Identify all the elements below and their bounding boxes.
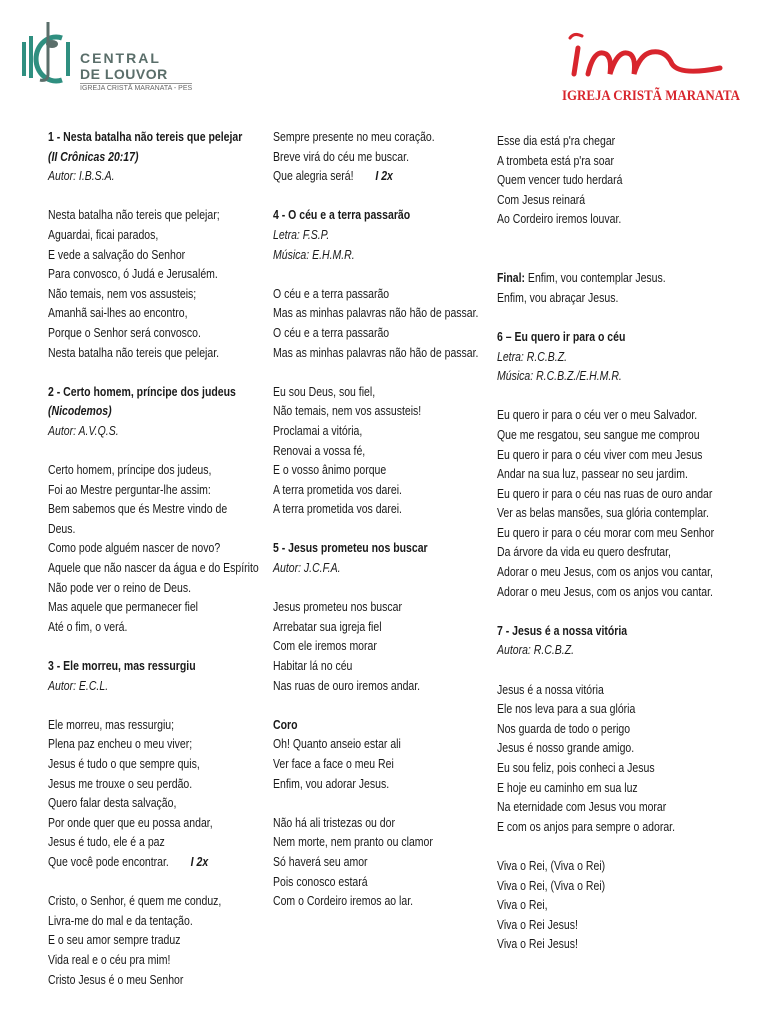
hymn-5-final (497, 269, 714, 289)
hymn-7-line: Viva o Rei Jesus! (497, 937, 578, 952)
hymn-1-line: Não temais, nem vos assusteis; (48, 286, 197, 301)
hymn-5-line: Quem vencer tudo herdará (497, 173, 623, 188)
hymn-7-line: Ele nos leva para a sua glória (497, 702, 636, 717)
hymn-1-line: Para convosco, ó Judá e Jerusalém. (48, 267, 218, 282)
hymn-4-line: A terra prometida vos darei. (273, 482, 402, 497)
hymn-7-author: Autora: R.C.B.Z. (497, 643, 575, 658)
hymn-3-title: 3 - Ele morreu, mas ressurgiu (48, 659, 196, 674)
hymn-2-line: Certo homem, príncipe dos judeus, (48, 463, 212, 478)
im-script-logo-icon (560, 28, 730, 88)
hymn-5-final-line: Enfim, vou contemplar Jesus. (527, 271, 666, 286)
hymn-3-line: Quero falar desta salvação, (48, 796, 177, 811)
hymn-4-line: Mas as minhas palavras não hão de passar. (273, 306, 479, 321)
hymn-5-line: Pois conosco estará (273, 874, 368, 889)
hymn-5-line: Ao Cordeiro iremos louvar. (497, 212, 622, 227)
hymn-3-line: Breve virá do céu me buscar. (273, 149, 409, 164)
hymn-3-line: Jesus é tudo, ele é a paz (48, 835, 165, 850)
hymn-3-repeat-mark: I 2x (375, 169, 393, 184)
hymn-3-repeat-line (48, 853, 259, 873)
hymn-7-line: Jesus é a nossa vitória (497, 682, 604, 697)
hymn-4-line: Não temais, nem vos assusteis! (273, 404, 422, 419)
hymn-5-line: Ver face a face o meu Rei (273, 757, 394, 771)
hymn-4-line: E o vosso ânimo porque (273, 463, 387, 478)
hymn-5-line: Nem morte, nem pranto ou clamor (273, 835, 433, 850)
hymn-2-line: Como pode alguém nascer de novo? (48, 541, 221, 556)
hymn-3-line: Jesus é tudo o que sempre quis, (48, 757, 200, 771)
hymn-4-line: Eu sou Deus, sou fiel, (273, 384, 376, 399)
hymn-6-line: Que me resgatou, seu sangue me comprou (497, 427, 700, 442)
logo-line1: CENTRAL (80, 50, 161, 66)
hymn-2-line: Aquele que não nascer da água e do Espírito (48, 561, 259, 576)
hymn-3-line: Livra-me do mal e da tentação. (48, 913, 193, 928)
hymn-2-line: Não pode ver o reino de Deus. (48, 580, 192, 595)
hymn-2-line: Deus. (48, 521, 76, 536)
hymn-2-line: Mas aquele que permanecer fiel (48, 600, 199, 615)
hymn-5-line: Enfim, vou adorar Jesus. (273, 776, 390, 791)
hymn-6-line: Ver as belas mansões, sua glória contemplar. (497, 506, 709, 521)
music-note-logo-icon (18, 14, 78, 94)
hymn-5-line: Não há ali tristezas ou dor (273, 815, 395, 830)
hymn-5-line: Arrebatar sua igreja fiel (273, 619, 382, 634)
hymn-6-line: Andar na sua luz, passear no seu jardim. (497, 467, 688, 482)
hymn-1-author: Autor: I.B.S.A. (48, 169, 115, 184)
hymn-5-final-line: Enfim, vou abraçar Jesus. (497, 290, 619, 305)
hymn-6-line: Eu quero ir para o céu nas ruas de ouro andar (497, 486, 713, 501)
hymn-6-line: Adorar o meu Jesus, com os anjos vou cantar. (497, 584, 713, 599)
hymn-7-line: Na eternidade com Jesus vou morar (497, 800, 667, 815)
hymn-7-line: E com os anjos para sempre o adorar. (497, 819, 676, 834)
hymn-7-line: E hoje eu caminho em sua luz (497, 780, 638, 795)
hymn-3-line: Cristo, o Senhor, é quem me conduz, (48, 894, 222, 909)
hymn-1-line: Nesta batalha não tereis que pelejar. (48, 345, 220, 360)
hymn-5-line: Só haverá seu amor (273, 854, 368, 869)
hymn-1-line: Amanhã sai-lhes ao encontro, (48, 306, 188, 321)
hymn-6-musica: Música: R.C.B.Z./E.H.M.R. (497, 369, 622, 384)
hymn-5-coro-label: Coro (273, 717, 298, 732)
logo-church-name: IGREJA CRISTÃ MARANATA (562, 88, 740, 104)
hymn-2-author: Autor: A.V.Q.S. (48, 423, 119, 438)
logo-divider (80, 83, 192, 84)
hymn-1-ref: (II Crônicas 20:17) (48, 149, 139, 164)
hymn-4-musica: Música: E.H.M.R. (273, 247, 355, 262)
hymn-6-letra: Letra: R.C.B.Z. (497, 349, 568, 364)
hymn-7-title: 7 - Jesus é a nossa vitória (497, 623, 628, 638)
hymn-3-author: Autor: E.C.L. (48, 678, 109, 693)
hymn-3-repeat-text: Que alegria será! (273, 169, 354, 184)
hymn-5-final-label: Final: (497, 271, 526, 286)
hymn-3-line: Cristo Jesus é o meu Senhor (48, 972, 184, 987)
hymn-2-line: Foi ao Mestre perguntar-lhe assim: (48, 482, 211, 497)
hymn-3-line: Sempre presente no meu coração. (273, 130, 435, 144)
hymn-5-line: Habitar lá no céu (273, 659, 353, 674)
hymn-4-line: Proclamai a vitória, (273, 423, 363, 438)
hymn-3-line: E o seu amor sempre traduz (48, 933, 181, 948)
igreja-crista-maranata-logo (560, 28, 740, 108)
hymn-3-line: Jesus me trouxe o seu perdão. (48, 776, 193, 791)
hymn-4-line: Renovai a vossa fé, (273, 443, 366, 458)
hymn-7-line: Jesus é nosso grande amigo. (497, 741, 635, 756)
hymn-6-line: Da árvore da vida eu quero desfrutar, (497, 545, 671, 560)
hymn-4-line: O céu e a terra passarão (273, 325, 390, 340)
hymn-7-line: Viva o Rei Jesus! (497, 917, 578, 932)
hymn-3-line: Por onde quer que eu possa andar, (48, 815, 213, 830)
hymn-1-title: 1 - Nesta batalha não tereis que pelejar (48, 130, 243, 144)
hymn-2-title: 2 - Certo homem, príncipe dos judeus (48, 384, 236, 399)
hymn-6-title: 6 – Eu quero ir para o céu (497, 329, 626, 344)
hymn-3-repeat-text: Que você pode encontrar. (48, 854, 169, 869)
hymn-6-line: Adorar o meu Jesus, com os anjos vou cantar, (497, 565, 713, 580)
central-de-louvor-logo (18, 14, 218, 100)
hymn-7-line: Eu sou feliz, pois conheci a Jesus (497, 761, 655, 775)
hymn-5-line: Com ele iremos morar (273, 639, 377, 654)
hymn-2-ref: (Nicodemos) (48, 404, 112, 419)
hymn-6-line: Eu quero ir para o céu morar com meu Senhor (497, 525, 715, 540)
hymn-5-author: Autor: J.C.F.A. (273, 561, 341, 576)
hymn-1-line: Porque o Senhor será convosco. (48, 325, 201, 340)
hymn-7-line: Viva o Rei, (Viva o Rei) (497, 878, 606, 893)
hymn-5-line: Esse dia está p'ra chegar (497, 134, 616, 148)
hymn-7-line: Viva o Rei, (497, 898, 548, 913)
hymn-7-line: Nos guarda de todo o perigo (497, 721, 631, 736)
hymn-4-line: Mas as minhas palavras não hão de passar. (273, 345, 479, 360)
hymn-7-line: Viva o Rei, (Viva o Rei) (497, 858, 606, 873)
column-2 (273, 128, 478, 912)
hymn-4-line: A terra prometida vos darei. (273, 502, 402, 517)
logo-line2: DE LOUVOR (80, 66, 168, 82)
hymn-3-repeat-mark: I 2x (190, 854, 209, 869)
hymn-5-line: Com Jesus reinará (497, 192, 586, 207)
hymn-1-line: Nesta batalha não tereis que pelejar; (48, 208, 220, 223)
column-3 (497, 132, 714, 955)
hymn-6-line: Eu quero ir para o céu ver o meu Salvador. (497, 408, 698, 423)
hymn-3-line: Vida real e o céu pra mim! (48, 952, 171, 967)
hymn-5-line: Jesus prometeu nos buscar (273, 600, 402, 615)
hymn-5-line: Oh! Quanto anseio estar ali (273, 737, 401, 752)
column-1 (48, 128, 259, 990)
hymn-5-line: Nas ruas de ouro iremos andar. (273, 678, 421, 693)
hymn-4-line: O céu e a terra passarão (273, 286, 390, 301)
logo-sub: IGREJA CRISTÃ MARANATA - PES (80, 85, 193, 92)
hymn-2-line: Bem sabemos que és Mestre vindo de (48, 502, 228, 517)
hymn-3-repeat-line (273, 167, 478, 187)
hymn-2-line: Até o fim, o verá. (48, 619, 128, 634)
hymn-3-line: Ele morreu, mas ressurgiu; (48, 717, 175, 732)
hymn-6-line: Eu quero ir para o céu viver com meu Jesus (497, 447, 703, 462)
hymn-4-title: 4 - O céu e a terra passarão (273, 208, 411, 223)
hymn-5-title: 5 - Jesus prometeu nos buscar (273, 541, 428, 556)
hymn-5-line: Com o Cordeiro iremos ao lar. (273, 894, 414, 909)
hymn-1-line: Aguardai, ficai parados, (48, 227, 159, 242)
hymn-1-line: E vede a salvação do Senhor (48, 247, 186, 262)
hymn-4-letra: Letra: F.S.P. (273, 227, 330, 242)
hymn-5-line: A trombeta está p'ra soar (497, 153, 614, 168)
hymn-3-line: Plena paz encheu o meu viver; (48, 737, 193, 752)
